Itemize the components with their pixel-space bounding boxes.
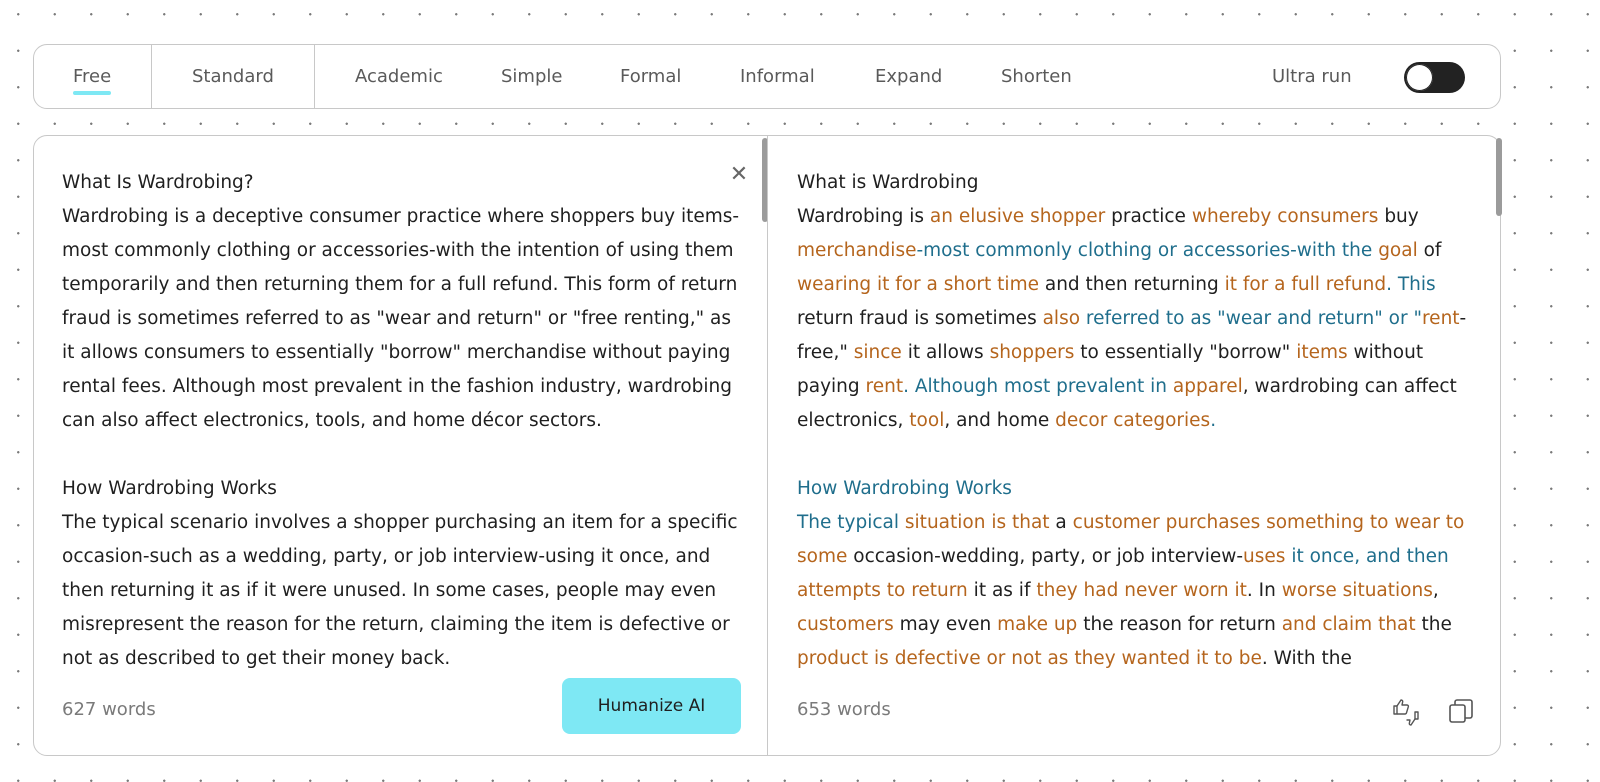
pane-divider — [767, 136, 768, 755]
changed-text-segment: since — [853, 342, 902, 363]
output-word-count: 653 words — [797, 699, 891, 720]
ultra-run-toggle[interactable] — [1404, 62, 1465, 93]
changed-text-segment: tool — [909, 410, 945, 431]
unchanged-text-segment: of — [1417, 240, 1442, 261]
changed-text-segment: goal — [1378, 240, 1418, 261]
changed-text-segment: also — [1042, 308, 1081, 329]
changed-text-segment: apparel — [1172, 376, 1243, 397]
changed-text-segment: customers — [797, 614, 894, 635]
input-paragraph: Wardrobing is a deceptive consumer practice where shoppers buy items-most commonly clothing or accessories-with the intention of using them temporarily and then returning them for a full refund. This form of return fraud is sometimes referred to as "wear and return" or "free renting," as it allows consumers to essentially "borrow" merchandise without paying rental fees. Although most prevalent in the fashion industry, wardrobing can also affect electronics, tools, and home décor sectors. — [62, 206, 740, 431]
changed-text-segment: customer purchases something to wear to some — [797, 512, 1465, 567]
rephrased-text-segment: The typical — [797, 512, 905, 533]
unchanged-text-segment: a — [1049, 512, 1073, 533]
output-heading: How Wardrobing Works — [797, 478, 1012, 499]
unchanged-text-segment: , — [1432, 580, 1439, 601]
changed-text-segment: decor categories — [1055, 410, 1211, 431]
changed-text-segment: items — [1296, 342, 1348, 363]
mode-separator — [151, 45, 152, 108]
input-heading: How Wardrobing Works — [62, 478, 277, 499]
unchanged-text-segment: the — [1415, 614, 1452, 635]
rephrased-text-segment: it once, and then — [1285, 546, 1449, 567]
output-paragraph — [797, 200, 1477, 438]
toggle-knob — [1406, 64, 1433, 91]
rephrased-text-segment: referred to as "wear and return" or " — [1080, 308, 1422, 329]
output-title: What is Wardrobing — [797, 172, 979, 193]
humanize-ai-button[interactable]: Humanize AI — [562, 678, 741, 734]
input-paragraph: The typical scenario involves a shopper purchasing an item for a specific occasion-such as a wedding, party, or job interview-using it once, and then returning it as if it were unused. In some cases, people may even misrepresent the reason for the return, claiming the item is defective or not as described to get their money back. — [62, 512, 738, 669]
unchanged-text-segment: without paying — [797, 342, 1424, 397]
output-scrollbar[interactable] — [1496, 138, 1502, 216]
changed-text-segment: it for a full refund — [1224, 274, 1387, 295]
unchanged-text-segment: it as if — [967, 580, 1037, 601]
rephrased-text-segment: -most commonly clothing or accessories-with the — [916, 240, 1379, 261]
mode-informal-tab[interactable]: Informal — [740, 66, 815, 87]
mode-standard-tab[interactable]: Standard — [192, 66, 274, 87]
input-word-count: 627 words — [62, 699, 156, 720]
output-text-area — [797, 166, 1477, 669]
unchanged-text-segment: -free," — [797, 308, 1467, 363]
changed-text-segment: uses — [1243, 546, 1286, 567]
close-icon[interactable]: ✕ — [729, 162, 749, 187]
changed-text-segment: make up — [997, 614, 1078, 635]
editor-panel — [33, 135, 1501, 756]
unchanged-text-segment: . With the — [1261, 648, 1352, 669]
rephrased-text-segment: . This — [1386, 274, 1436, 295]
changed-text-segment: worse situations — [1281, 580, 1433, 601]
changed-text-segment: and claim that — [1281, 614, 1416, 635]
unchanged-text-segment: may even — [893, 614, 998, 635]
mode-shorten-tab[interactable]: Shorten — [1001, 66, 1072, 87]
rephrased-text-segment: . — [1210, 410, 1217, 431]
unchanged-text-segment: the reason for return — [1077, 614, 1282, 635]
unchanged-text-segment: Wardrobing is — [797, 206, 930, 227]
input-title: What Is Wardrobing? — [62, 172, 254, 193]
mode-separator — [314, 45, 315, 108]
unchanged-text-segment: it allows — [901, 342, 990, 363]
unchanged-text-segment: practice — [1105, 206, 1192, 227]
copy-icon[interactable] — [1447, 697, 1475, 725]
mode-academic-tab[interactable]: Academic — [355, 66, 443, 87]
mode-formal-tab[interactable]: Formal — [620, 66, 682, 87]
unchanged-text-segment: occasion-wedding, party, or job interview- — [847, 546, 1244, 567]
changed-text-segment: they had never worn it — [1036, 580, 1247, 601]
changed-text-segment: an elusive shopper — [929, 206, 1106, 227]
changed-text-segment: merchandise — [797, 240, 917, 261]
unchanged-text-segment: , wardrobing can affect electronics, — [797, 376, 1457, 431]
changed-text-segment: shoppers — [989, 342, 1075, 363]
changed-text-segment: wearing it for a short time — [797, 274, 1039, 295]
ultra-run-label: Ultra run — [1272, 66, 1352, 87]
mode-bar — [33, 44, 1501, 109]
changed-text-segment: situation is that — [904, 512, 1050, 533]
input-text-area[interactable] — [62, 166, 742, 669]
changed-text-segment: attempts to return — [797, 580, 968, 601]
unchanged-text-segment: to essentially "borrow" — [1074, 342, 1297, 363]
unchanged-text-segment: buy — [1378, 206, 1419, 227]
changed-text-segment: product is defective or not as they wanted it to be — [797, 648, 1262, 669]
unchanged-text-segment: return fraud is sometimes — [797, 308, 1043, 329]
changed-text-segment: whereby consumers — [1191, 206, 1379, 227]
unchanged-text-segment: and then returning — [1038, 274, 1225, 295]
changed-text-segment: rent — [865, 376, 904, 397]
output-paragraph — [797, 506, 1477, 676]
mode-expand-tab[interactable]: Expand — [875, 66, 943, 87]
thumbs-feedback-icon[interactable] — [1391, 697, 1419, 725]
mode-simple-tab[interactable]: Simple — [501, 66, 563, 87]
rephrased-text-segment: . Although most prevalent in — [903, 376, 1173, 397]
unchanged-text-segment: . In — [1246, 580, 1282, 601]
mode-free-tab[interactable]: Free — [73, 66, 112, 87]
changed-text-segment: rent — [1421, 308, 1460, 329]
unchanged-text-segment: , and home — [944, 410, 1056, 431]
